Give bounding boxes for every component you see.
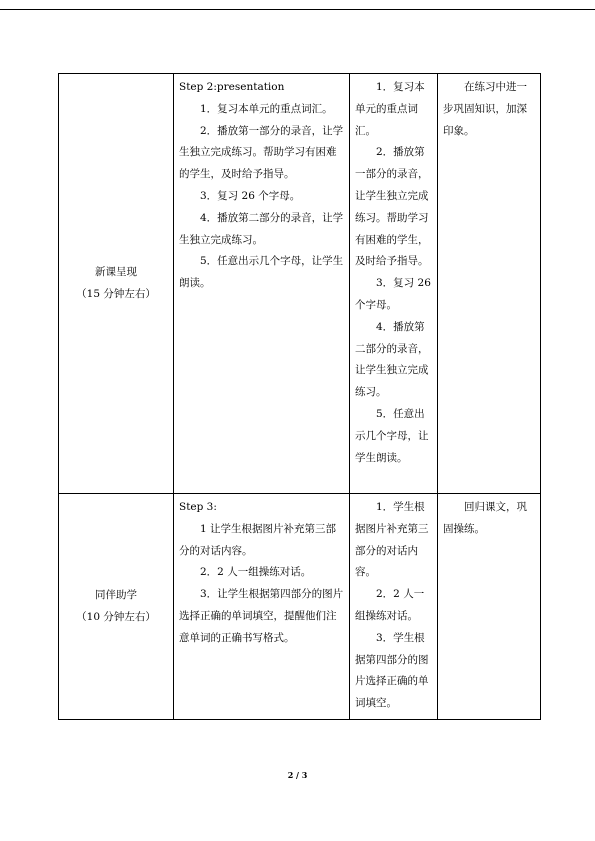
student-activity-cell	[350, 74, 438, 494]
teacher-step-item: 2．播放第一部分的录音，让学生独立完成练习。帮助学习有困难的学生，及时给予指导。	[179, 124, 344, 181]
student-step-item: 3．学生根据第四部分的图片选择正确的单词填空。	[355, 631, 429, 710]
teacher-activity-cell	[174, 494, 350, 720]
page-number: 2 / 3	[287, 770, 308, 780]
stage-title: 新课呈现	[95, 265, 137, 278]
teacher-step-item: 3．复习 26 个字母。	[200, 189, 301, 202]
teacher-activity-cell	[174, 74, 350, 494]
teacher-step-item: 2．2 人一组操练对话。	[200, 566, 312, 579]
stage-duration: （10 分钟左右）	[76, 610, 156, 623]
teacher-step-item: 1 让学生根据图片补充第三部分的对话内容。	[179, 522, 337, 557]
purpose-text: 在练习中进一步巩固知识，加深印象。	[443, 81, 527, 137]
table-row	[59, 494, 541, 720]
stage-duration: （15 分钟左右）	[76, 287, 156, 300]
stage-cell	[59, 74, 174, 494]
lesson-plan-table	[58, 73, 541, 720]
student-activity-cell	[350, 494, 438, 720]
header-rule	[0, 9, 595, 10]
student-step-item: 1．学生根据图片补充第三部分的对话内容。	[355, 501, 429, 579]
student-step-item: 2．2 人一组操练对话。	[355, 588, 425, 622]
student-step-item: 4．播放第二部分的录音，让学生独立完成练习。	[355, 320, 429, 399]
step-heading: Step 2:presentation	[179, 81, 285, 93]
teacher-step-item: 1．复习本单元的重点词汇。	[200, 102, 333, 115]
student-step-item: 1．复习本单元的重点词汇。	[355, 81, 425, 137]
student-step-item: 3．复习 26 个字母。	[355, 277, 431, 311]
teacher-step-item: 5．任意出示几个字母，让学生朗读。	[179, 255, 344, 290]
purpose-cell	[438, 74, 541, 494]
table-row	[59, 74, 541, 494]
step-heading: Step 3:	[179, 501, 217, 513]
student-step-item: 5．任意出示几个字母，让学生朗读。	[355, 407, 429, 464]
stage-title: 同伴助学	[95, 588, 137, 601]
purpose-text: 回归课文，巩固操练。	[443, 501, 527, 535]
stage-cell	[59, 494, 174, 720]
student-step-item: 2．播放第一部分的录音，让学生独立完成练习。帮助学习有困难的学生，及时给予指导。	[355, 146, 429, 268]
teacher-step-item: 3．让学生根据第四部分的图片选择正确的单词填空，提醒他们注意单词的正确书写格式。	[179, 588, 344, 644]
teacher-step-item: 4．播放第二部分的录音，让学生独立完成练习。	[179, 211, 344, 246]
purpose-cell	[438, 494, 541, 720]
